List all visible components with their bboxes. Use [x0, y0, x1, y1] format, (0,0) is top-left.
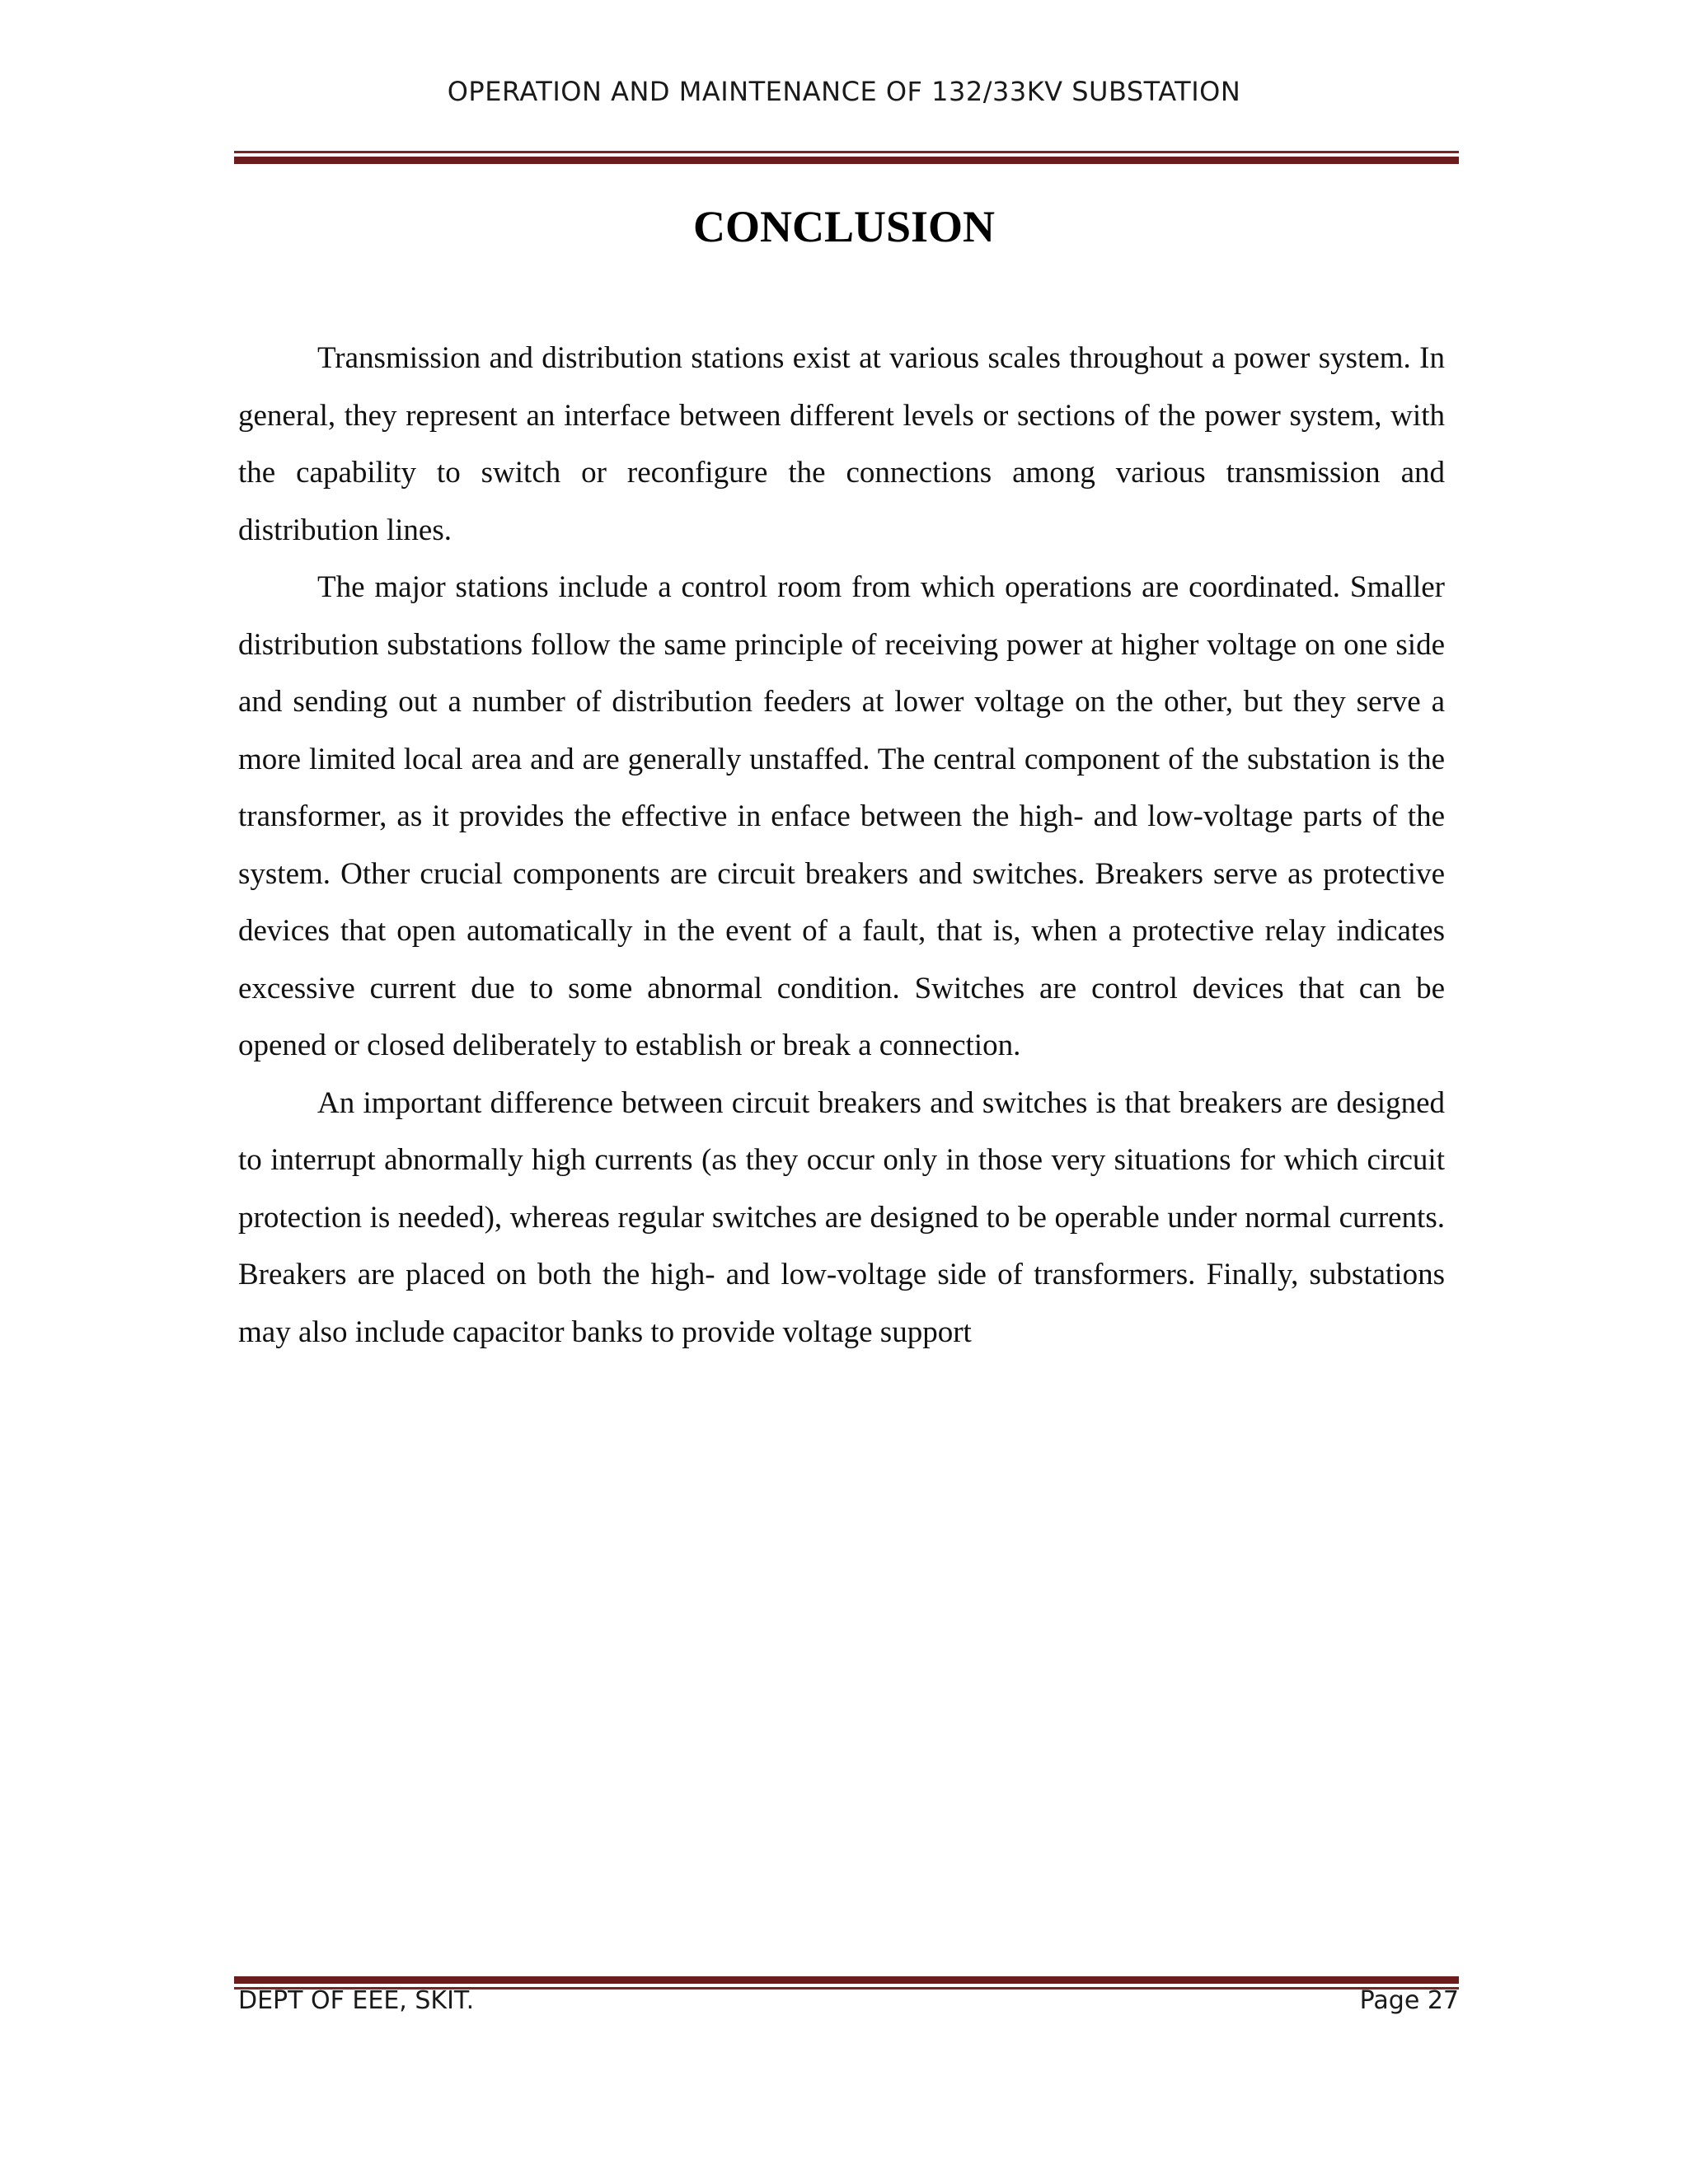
running-header-title: OPERATION AND MAINTENANCE OF 132/33KV SUBSTATION [447, 76, 1241, 107]
header-rule-thick-line [234, 157, 1459, 164]
body-text [238, 330, 1445, 1361]
paragraph-3: An important difference between circuit breakers and switches is that breakers are designed to interrupt abnormally high currents (as they occur only in those very situations for which circuit protection is needed), whereas regular switches are designed to be operable under normal currents. Breakers are placed on both the high- and low-voltage side of transformers. Finally, substations may also include capacitor banks to provide voltage support [238, 1085, 1445, 1349]
paragraph-2: The major stations include a control room from which operations are coordinated. Smaller distribution substations follow the same principle of receiving power at higher voltage on one side and sending out a number of distribution feeders at lower voltage on the other, but they serve a more limited local area and are generally unstaffed. The central component of the substation is the transformer, as it provides the effective in enface between the high- and low-voltage parts of the system. Other crucial components are circuit breakers and switches. Breakers serve as protective devices that open automatically in the event of a fault, that is, when a protective relay indicates excessive current due to some abnormal condition. Switches are control devices that can be opened or closed deliberately to establish or break a connection. [238, 570, 1445, 1062]
footer-page-number: Page 27 [1359, 1986, 1459, 2015]
footer-department: DEPT OF EEE, SKIT. [238, 1986, 475, 2015]
header-rule [234, 151, 1459, 164]
section-title: CONCLUSION [692, 202, 996, 251]
paragraph-1: Transmission and distribution stations exist at various scales throughout a power system. In general, they represent an interface between different levels or sections of the power system, with the capability to switch or reconfigure the connections among various transmission and distribution lines. [238, 341, 1445, 547]
footer-rule-thick-line [234, 1976, 1459, 1984]
